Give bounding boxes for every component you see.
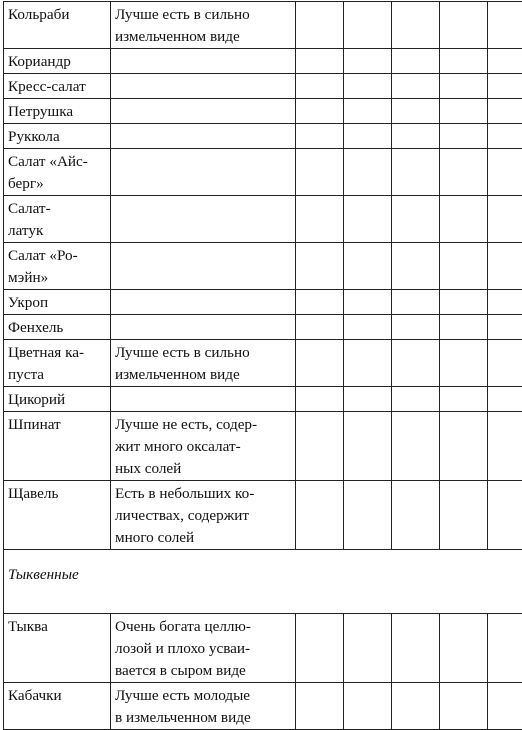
empty-cell [440,49,488,74]
table-row [4,99,522,124]
vegetable-note [111,315,296,340]
empty-cell [440,124,488,149]
table-row [4,74,522,99]
empty-cell [488,290,522,315]
empty-cell [344,315,392,340]
empty-cell [440,2,488,49]
empty-cell [488,149,522,196]
empty-cell [392,315,440,340]
empty-cell [344,124,392,149]
empty-cell [440,481,488,550]
section-heading: Тыквенные [4,550,522,614]
vegetable-note [111,196,296,243]
empty-cell [296,315,344,340]
empty-cell [296,149,344,196]
empty-cell [296,243,344,290]
vegetable-name: Кабачки [4,683,111,730]
empty-cell [344,2,392,49]
empty-cell [296,49,344,74]
empty-cell [440,614,488,683]
empty-cell [344,196,392,243]
empty-cell [344,290,392,315]
vegetable-table [3,1,522,730]
empty-cell [440,387,488,412]
vegetable-note [111,387,296,412]
table-row [4,149,522,196]
empty-cell [440,74,488,99]
empty-cell [296,290,344,315]
empty-cell [392,196,440,243]
empty-cell [296,412,344,481]
vegetable-note: Лучше есть в сильно измельченном виде [111,2,296,49]
empty-cell [344,340,392,387]
vegetable-note: Есть в небольших ко- личествах, содержит много солей [111,481,296,550]
empty-cell [488,340,522,387]
empty-cell [296,387,344,412]
vegetable-name: Салат «Айс- берг» [4,149,111,196]
table-row [4,315,522,340]
vegetable-note [111,49,296,74]
vegetable-name: Фенхель [4,315,111,340]
vegetable-note: Лучше есть молодые в измельченном виде [111,683,296,730]
empty-cell [488,74,522,99]
vegetable-note [111,99,296,124]
empty-cell [392,2,440,49]
empty-cell [440,196,488,243]
vegetable-note [111,149,296,196]
empty-cell [392,149,440,196]
empty-cell [392,243,440,290]
empty-cell [392,614,440,683]
empty-cell [296,99,344,124]
empty-cell [488,196,522,243]
vegetable-note: Лучше есть в сильно измельченном виде [111,340,296,387]
empty-cell [488,2,522,49]
empty-cell [296,481,344,550]
vegetable-name: Кориандр [4,49,111,74]
table-row [4,387,522,412]
vegetable-name: Шпинат [4,412,111,481]
empty-cell [344,481,392,550]
empty-cell [296,340,344,387]
vegetable-note: Лучше не есть, содер- жит много оксалат- ных солей [111,412,296,481]
vegetable-note [111,124,296,149]
empty-cell [440,315,488,340]
vegetable-name: Цикорий [4,387,111,412]
vegetable-name: Салат «Ро- мэйн» [4,243,111,290]
table-row [4,290,522,315]
empty-cell [392,49,440,74]
table-row [4,481,522,550]
vegetable-name: Цветная ка- пуста [4,340,111,387]
empty-cell [296,124,344,149]
empty-cell [488,614,522,683]
empty-cell [440,340,488,387]
empty-cell [296,614,344,683]
empty-cell [344,74,392,99]
vegetable-name: Укроп [4,290,111,315]
empty-cell [296,74,344,99]
empty-cell [392,481,440,550]
empty-cell [392,74,440,99]
empty-cell [392,412,440,481]
table-row [4,340,522,387]
empty-cell [344,99,392,124]
vegetable-note: Очень богата целлю- лозой и плохо усваи- вается в сыром виде [111,614,296,683]
empty-cell [488,49,522,74]
vegetable-name: Петрушка [4,99,111,124]
empty-cell [392,290,440,315]
empty-cell [296,683,344,730]
empty-cell [344,683,392,730]
vegetable-name: Кресс-салат [4,74,111,99]
vegetable-note [111,243,296,290]
empty-cell [488,124,522,149]
empty-cell [440,290,488,315]
vegetable-note [111,290,296,315]
empty-cell [440,683,488,730]
empty-cell [440,412,488,481]
table-row [4,124,522,149]
empty-cell [488,683,522,730]
empty-cell [344,243,392,290]
empty-cell [296,196,344,243]
table-row [4,196,522,243]
table-row [4,412,522,481]
empty-cell [488,243,522,290]
vegetable-note [111,74,296,99]
empty-cell [344,149,392,196]
vegetable-name: Руккола [4,124,111,149]
empty-cell [440,99,488,124]
empty-cell [392,340,440,387]
table-row [4,683,522,730]
vegetable-name: Тыква [4,614,111,683]
empty-cell [344,49,392,74]
vegetable-name: Кольраби [4,2,111,49]
table-row [4,614,522,683]
empty-cell [344,387,392,412]
table-row [4,49,522,74]
empty-cell [440,149,488,196]
empty-cell [488,99,522,124]
empty-cell [344,614,392,683]
empty-cell [488,315,522,340]
table-row [4,243,522,290]
empty-cell [392,124,440,149]
empty-cell [344,412,392,481]
empty-cell [488,481,522,550]
vegetable-name: Салат- латук [4,196,111,243]
empty-cell [488,387,522,412]
table-row [4,2,522,49]
empty-cell [440,243,488,290]
empty-cell [296,2,344,49]
empty-cell [392,387,440,412]
empty-cell [488,412,522,481]
vegetable-name: Щавель [4,481,111,550]
section-row [4,550,522,614]
empty-cell [392,99,440,124]
empty-cell [392,683,440,730]
